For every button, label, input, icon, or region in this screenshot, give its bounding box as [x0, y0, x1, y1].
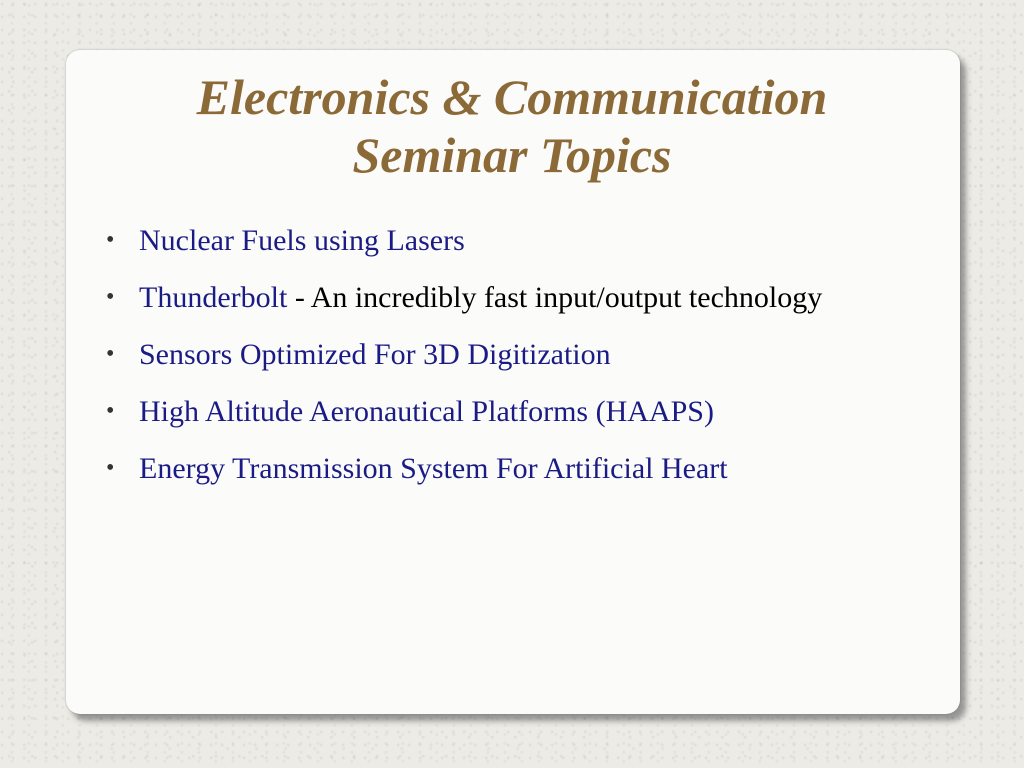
topic-link[interactable]: Energy Transmission System For Artificial Heart	[139, 452, 728, 485]
list-item	[104, 212, 924, 269]
topic-list	[104, 212, 924, 497]
topic-link[interactable]: Nuclear Fuels using Lasers	[139, 224, 465, 257]
slide-title	[0, 68, 1024, 184]
list-item	[104, 269, 924, 326]
bullet-icon: •	[106, 284, 115, 310]
bullet-icon: •	[106, 227, 115, 253]
bullet-icon: •	[106, 341, 115, 367]
topic-description: - An incredibly fast input/output technology	[287, 281, 823, 314]
title-line-2: Seminar Topics	[352, 127, 672, 183]
list-item	[104, 440, 924, 497]
topic-link[interactable]: Sensors Optimized For 3D Digitization	[139, 338, 611, 371]
list-item	[104, 326, 924, 383]
list-item	[104, 383, 924, 440]
title-line-1: Electronics & Communication	[196, 69, 828, 125]
topic-link[interactable]: High Altitude Aeronautical Platforms (HAAPS)	[139, 395, 714, 428]
bullet-icon: •	[106, 398, 115, 424]
topic-link[interactable]: Thunderbolt	[139, 281, 288, 314]
bullet-icon: •	[106, 455, 115, 481]
